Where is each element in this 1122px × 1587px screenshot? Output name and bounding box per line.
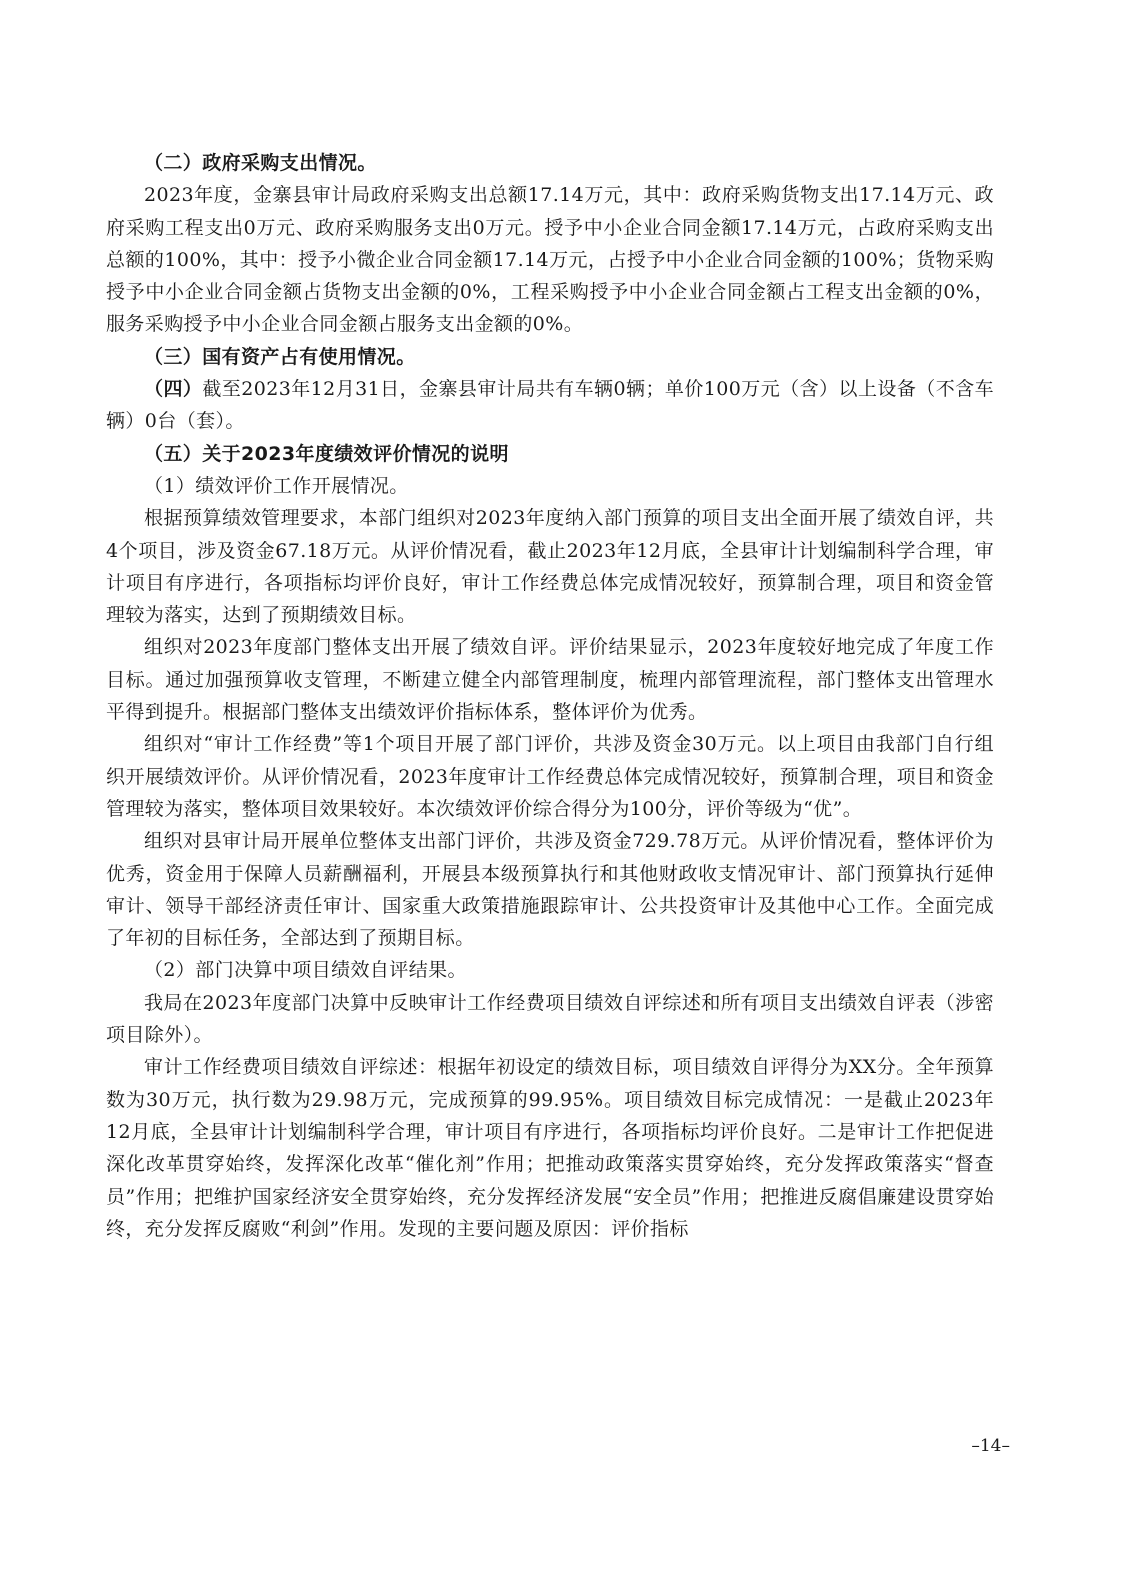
paragraph-overall-expenditure: 组织对2023年度部门整体支出开展了绩效自评。评价结果显示，2023年度较好地完成了年度工作目标。通过加强预算收支管理，不断建立健全内部管理制度，梳理内部管理流程，部门整体支出管理水平得到提升。根据部门整体支出绩效评价指标体系，整体评价为优秀。 [106,636,994,724]
section-lead-four: （四） [144,378,203,401]
document-page [106,147,994,1245]
subsection-title-self-evaluation: （2）部门决算中项目绩效自评结果。 [144,959,467,982]
section-heading-procurement: （二）政府采购支出情况。 [144,152,377,174]
paragraph-evaluation-overview: 根据预算绩效管理要求，本部门组织对2023年度纳入部门预算的项目支出全面开展了绩效自评，共4个项目，涉及资金67.18万元。从评价情况看，截止2023年12月底，全县审计计划编制科学合理，审计项目有序进行，各项指标均评价良好，审计工作经费总体完成情况较好，预算制合理，项目和资金管理较为落实，达到了预期绩效目标。 [106,507,994,627]
subsection-title-evaluation-work: （1）绩效评价工作开展情况。 [144,474,409,497]
paragraph-vehicles-equipment [106,373,994,438]
paragraph-audit-funds-evaluation: 组织对“审计工作经费”等1个项目开展了部门评价，共涉及资金30万元。以上项目由我部门自行组织开展绩效评价。从评价情况看，2023年度审计工作经费总体完成情况较好，预算制合理，项目和资金管理较为落实，整体项目效果较好。本次绩效评价综合得分为100分，评价等级为“优”。 [106,733,994,820]
paragraph-self-evaluation-scope: 我局在2023年度部门决算中反映审计工作经费项目绩效自评综述和所有项目支出绩效自评表（涉密项目除外）。 [106,991,994,1047]
paragraph-procurement-details: 2023年度，金寨县审计局政府采购支出总额17.14万元，其中：政府采购货物支出17.14万元、政府采购工程支出0万元、政府采购服务支出0万元。授予中小企业合同金额17.14万元，占政府采购支出总额的100%，其中：授予小微企业合同金额17.14万元，占授予中小企业合同金额的100%；货物采购授予中小企业合同金额占货物支出金额的0%，工程采购授予中小企业合同金额占工程支出金额的0%，服务采购授予中小企业合同金额占服务支出金额的0%。 [106,184,994,336]
section-heading-state-assets: （三）国有资产占有使用情况。 [144,345,416,368]
paragraph-vehicles-text: 截至2023年12月31日，金寨县审计局共有车辆0辆；单价100万元（含）以上设备（不含车辆）0台（套）。 [106,378,995,433]
page-number: –14– [971,1436,1010,1456]
paragraph-self-evaluation-summary: 审计工作经费项目绩效自评综述：根据年初设定的绩效目标，项目绩效自评得分为XX分。全年预算数为30万元，执行数为29.98万元，完成预算的99.95%。项目绩效目标完成情况：一是截止2023年12月底，全县审计计划编制科学合理，审计项目有序进行，各项指标均评价良好。二是审计工作把促进深化改革贯穿始终，发挥深化改革“催化剂”作用；把推动政策落实贯穿始终，充分发挥政策落实“督查员”作用；把维护国家经济安全贯穿始终，充分发挥经济发展“安全员”作用；把推进反腐倡廉建设贯穿始终，充分发挥反腐败“利剑”作用。发现的主要问题及原因：评价指标 [106,1056,994,1240]
paragraph-unit-evaluation: 组织对县审计局开展单位整体支出部门评价，共涉及资金729.78万元。从评价情况看，整体评价为优秀，资金用于保障人员薪酬福利，开展县本级预算执行和其他财政收支情况审计、部门预算执行延伸审计、领导干部经济责任审计、国家重大政策措施跟踪审计、公共投资审计及其他中心工作。全面完成了年初的目标任务，全部达到了预期目标。 [106,830,994,950]
section-heading-performance: （五）关于2023年度绩效评价情况的说明 [144,442,509,465]
